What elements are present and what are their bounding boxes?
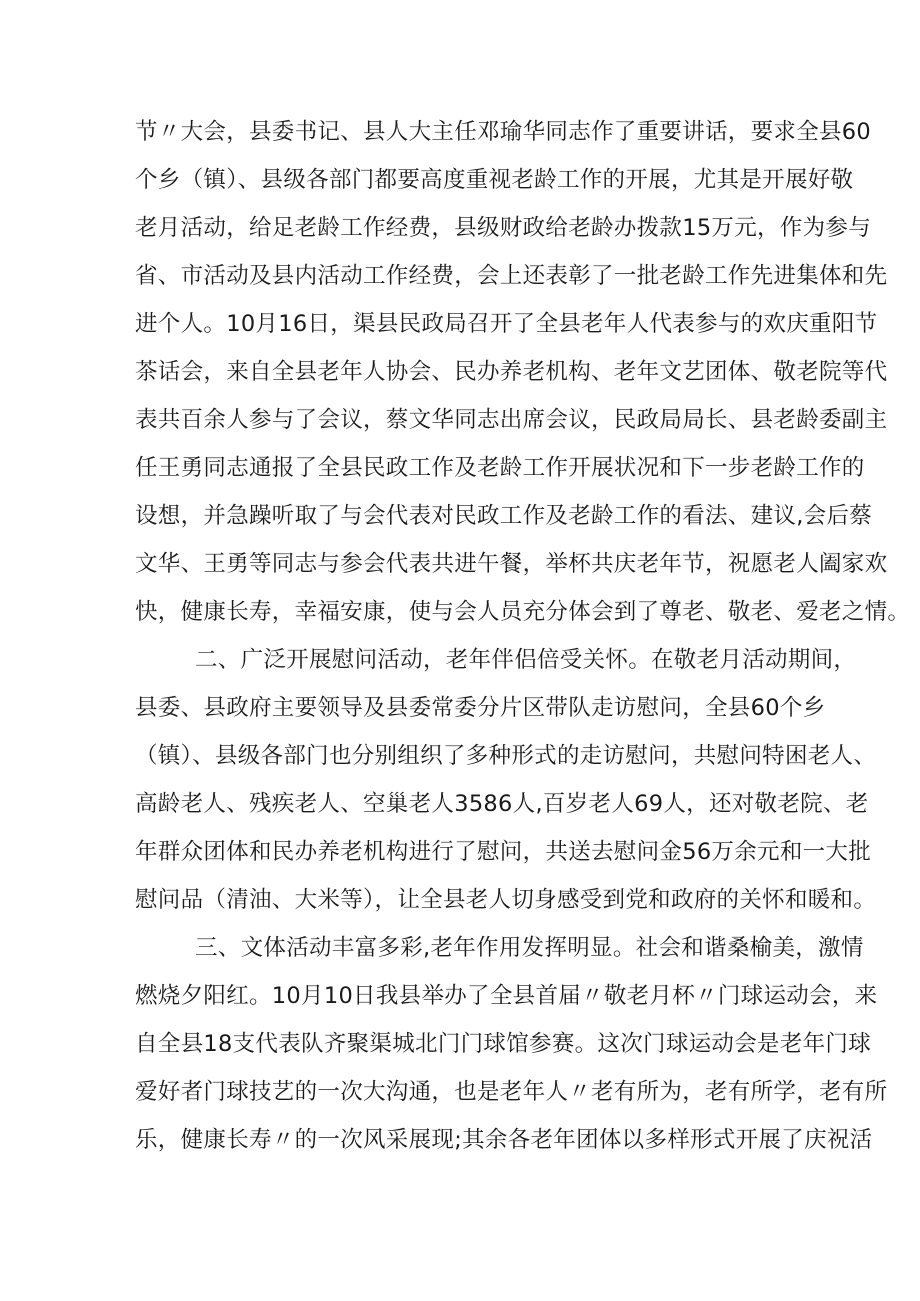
text-line: 高龄老人、残疾老人、空巢老人3586人,百岁老人69人，还对敬老院、老	[135, 791, 869, 817]
text-line: （镇）、县级各部门也分别组织了多种形式的走访慰问，共慰问特困老人、	[135, 743, 877, 769]
text-line: 自全县18支代表队齐聚渠城北门门球馆参赛。这次门球运动会是老年门球	[135, 1031, 872, 1057]
text-line: 县委、县政府主要领导及县委常委分片区带队走访慰问，全县60个乡	[135, 695, 826, 721]
text-line: 个乡（镇）、县级各部门都要高度重视老龄工作的开展，尤其是开展好敬	[135, 167, 854, 193]
text-line: 快，健康长寿，幸福安康，使与会人员充分体会到了尊老、敬老、爱老之情。	[135, 599, 911, 625]
text-line: 进个人。10月16日，渠县民政局召开了全县老年人代表参与的欢庆重阳节	[135, 311, 878, 337]
text-line: 老月活动，给足老龄工作经费，县级财政给老龄办拨款15万元，作为参与	[135, 215, 872, 241]
section-heading-line: 二、广泛开展慰问活动，老年伴侣倍受关怀。在敬老月活动期间，	[195, 647, 857, 673]
text-line: 燃烧夕阳红。10月10日我县举办了全县首届〃敬老月杯〃门球运动会，来	[135, 983, 878, 1009]
text-line: 慰问品（清油、大米等），让全县老人切身感受到党和政府的关怀和暖和。	[135, 887, 877, 913]
text-line: 节〃大会，县委书记、县人大主任邓瑜华同志作了重要讲话，要求全县60	[135, 119, 872, 145]
text-line: 爱好者门球技艺的一次大沟通，也是老年人〃老有所为，老有所学，老有所	[135, 1079, 888, 1105]
text-line: 省、市活动及县内活动工作经费，会上还表彰了一批老龄工作先进集体和先	[135, 263, 888, 289]
text-line: 任王勇同志通报了全县民政工作及老龄工作开展状况和下一步老龄工作的	[135, 455, 865, 481]
text-line: 乐，健康长寿〃的一次风采展现;其余各老年团体以多样形式开展了庆祝活	[135, 1127, 873, 1153]
text-line: 表共百余人参与了会议，蔡文华同志出席会议，民政局局长、县老龄委副主	[135, 407, 888, 433]
text-line: 设想，并急躁听取了与会代表对民政工作及老龄工作的看法、建议,会后蔡	[135, 503, 873, 529]
section-heading-line: 三、文体活动丰富多彩,老年作用发挥明显。社会和谐桑榆美，激情	[195, 935, 864, 961]
text-line: 年群众团体和民办养老机构进行了慰问，共送去慰问金56万余元和一大批	[135, 839, 872, 865]
text-line: 文华、王勇等同志与参会代表共进午餐，举杯共庆老年节，祝愿老人阖家欢	[135, 551, 888, 577]
text-line: 茶话会，来自全县老年人协会、民办养老机构、老年文艺团体、敬老院等代	[135, 359, 888, 385]
